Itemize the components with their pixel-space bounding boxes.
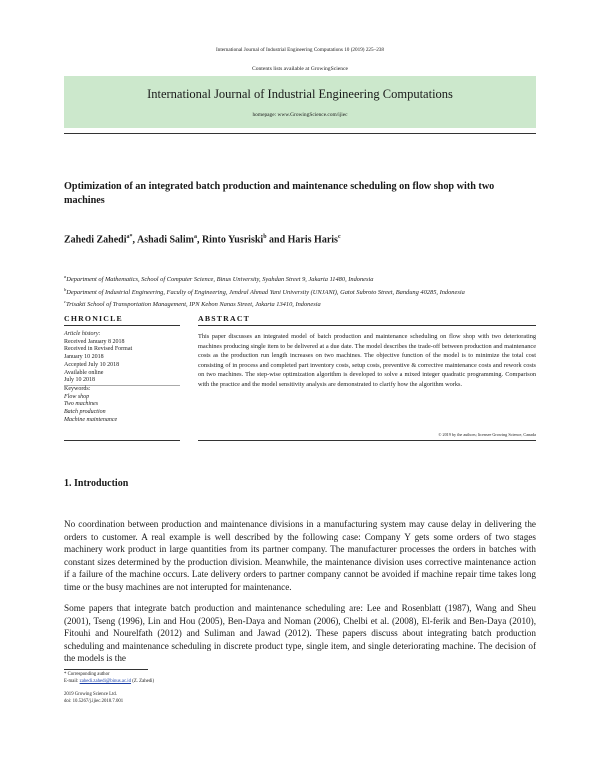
keyword: Batch production: [64, 409, 106, 416]
history-line: January 10 2018: [64, 354, 104, 361]
affiliation-text: Department of Mathematics, School of Computer Science, Binus University, Syahdan Street 9, Jakarta 11480, Indonesia: [66, 276, 374, 284]
history-label: Article history:: [64, 331, 101, 337]
abstract-heading: ABSTRACT: [198, 314, 251, 323]
email-label: E-mail:: [64, 679, 80, 684]
header-rule: [64, 133, 536, 134]
section-heading-introduction: 1. Introduction: [64, 478, 129, 489]
email-line: [64, 678, 536, 685]
corresponding-author-note: * Corresponding author: [64, 672, 110, 677]
affiliation: [64, 272, 536, 285]
intro-paragraph-2: Some papers that integrate batch production and maintenance scheduling are: Lee and Rosenblatt (1987), Wang and Sheu (2001), Tseng (1996), Lin and Hou (2005), Ben-Daya and Noman (2006), Chelbi et al. (2008), El-ferik and Ben-Daya (2010), Fitouhi and Nourelfath (2012) and Suliman and Jawad (2012). These papers discuss about integrating batch production scheduling and maintenance scheduling in discrete product type, single item, and single deteriorating machine. The decision of the models is the: [64, 603, 536, 664]
copyright-notice: © 2019 by the authors; licensee Growing Science, Canada: [438, 432, 536, 437]
affiliation-sup: b: [64, 286, 67, 292]
keyword: Machine maintenance: [64, 416, 118, 423]
author-name: Zahedi Zahedi: [64, 234, 127, 246]
affiliation-text: Department of Industrial Engineering, Faculty of Engineering, Jendral Ahmad Yani University (UNJANI), Gatot Subroto Street, Bandung 40285, Indonesia: [66, 288, 465, 296]
author-sup: c: [337, 234, 341, 240]
chronicle-bottom-rule: [64, 440, 180, 441]
affiliation: [64, 297, 536, 310]
intro-paragraph-1: No coordination between production and maintenance divisions in a manufacturing system may cause delay in delivering the orders to customer. A real example is well described by the following case: Company Y gets some orders of two stages machinery work product in large quantities from its partner company. The manufacturer processes the orders in batches with constant sizes determined by the production division. Meanwhile, the maintenance division uses corrective maintenance action if a failure of the machine occurs. Late delivery orders to partner company cannot be avoided if machine repair time takes long time or the busy machines are not interupted for maintenance.: [64, 519, 536, 592]
author-name: Haris Haris: [287, 234, 338, 246]
affiliation: [64, 285, 536, 298]
abstract-rule: [198, 325, 536, 326]
author-name: Ashadi Salim: [136, 234, 194, 246]
journal-name: International Journal of Industrial Engineering Computations: [147, 87, 453, 101]
keywords-label: Keywords:: [64, 385, 180, 394]
affiliation-sup: c: [64, 299, 66, 305]
footnotes: [64, 671, 536, 705]
journal-banner: [64, 62, 536, 128]
history-line: Received January 8 2018: [64, 338, 125, 345]
history-line: July 10 2018: [64, 377, 96, 384]
author-separator: ,: [196, 234, 202, 246]
footnote-separator: [64, 669, 148, 670]
author-name: Rinto Yusriski: [201, 234, 264, 246]
keyword: Two machines: [64, 401, 99, 408]
article-title: Optimization of an integrated batch production and maintenance scheduling on flow shop with two machines: [64, 181, 495, 206]
author-sup: b: [263, 234, 267, 240]
affiliations: [64, 272, 536, 310]
history-line: Accepted July 10 2018: [64, 361, 120, 368]
history-line: Received in Revised Format: [64, 346, 133, 353]
abstract-bottom-rule: [198, 440, 536, 441]
contents-line: Contents lists available at GrowingScience: [251, 66, 348, 72]
journal-homepage: homepage: www.GrowingScience.com/ijiec: [252, 112, 348, 118]
keyword: Flow shop: [64, 393, 90, 400]
author-sup: a*: [126, 234, 133, 240]
banner-green-panel: [64, 76, 536, 128]
author-separator: and: [266, 234, 288, 246]
running-header: International Journal of Industrial Engineering Computations 10 (2019) 225–238: [216, 47, 384, 53]
abstract-text: This paper discusses an integrated model of batch production and maintenance scheduling on flow shop with two deteriorating machines producing single item to be delivered at a due date. The model describes the trade-off between production and maintenance costs as the production run length increases on two machines. The objective function of the model is to minimize the total cost consisting of in process and completed part inventory costs, setup costs, preventive & corrective maintenance costs and rework costs on two machines. The step-wise optimization algorithm is developed to solve a mixed integer quadratic programming. Comparison with the practice and the model sensitivity analysis are demonstrated to clarify how the algorithm works.: [198, 333, 536, 388]
affiliation-sup: a: [64, 274, 67, 279]
author-sup: a: [193, 234, 197, 240]
author-list: [64, 234, 341, 245]
doi-line: doi: 10.5267/j.ijiec.2018.7.001: [64, 699, 124, 704]
email-note: (Z. Zahedi): [131, 679, 155, 684]
chronicle-rule: [64, 325, 180, 326]
affiliation-text: Trisakti School of Transportation Management, IPN Kebon Nanas Street, Jakarta 13410, Indonesia: [66, 301, 321, 309]
article-info: [64, 331, 180, 424]
chronicle-heading: CHRONICLE: [64, 314, 123, 323]
email-link[interactable]: zahedi.zahedi@binus.ac.id: [79, 679, 132, 684]
publisher-line: 2019 Growing Science Ltd.: [64, 692, 118, 697]
history-line: Available online: [64, 369, 104, 376]
author-separator: ,: [132, 234, 137, 246]
